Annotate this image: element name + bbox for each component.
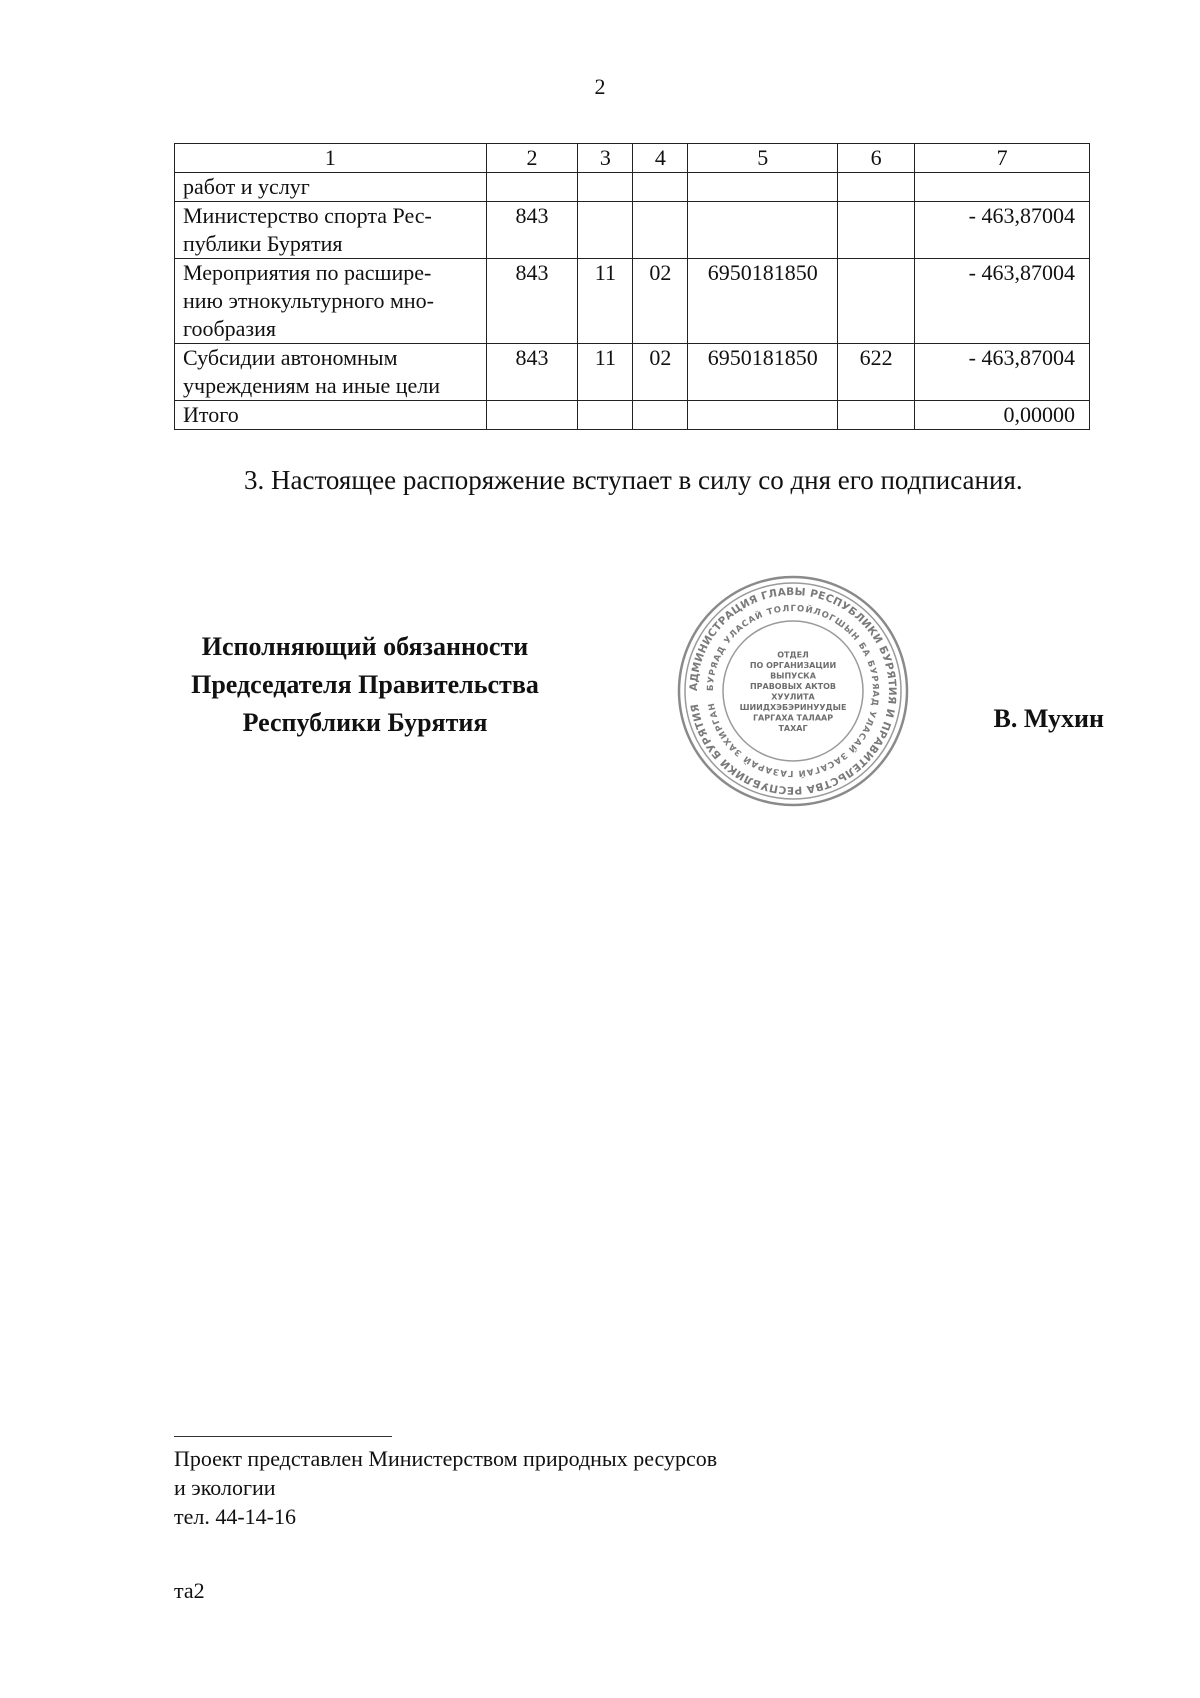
seal-center-line: ТАХАГ	[778, 723, 808, 733]
table-cell-col-4	[633, 173, 688, 202]
footnote-line1: Проект представлен Министерством природных ресурсов	[174, 1446, 718, 1471]
seal-center-line: ПРАВОВЫХ АКТОВ	[749, 681, 837, 691]
table-row	[175, 202, 1090, 259]
signature-position-line3: Республики Бурятия	[242, 708, 488, 737]
table-cell-col-1: Мероприятия по расшире- нию этнокультурного мно- гообразия	[175, 259, 487, 344]
table-row	[175, 259, 1090, 344]
budget-table	[174, 143, 1090, 430]
table-cell-col-5	[688, 401, 838, 430]
table-cell-col-6	[838, 202, 915, 259]
seal-center-line: ШИИДХЭБЭРИНУУДЫЕ	[739, 702, 847, 712]
column-header-2: 2	[486, 144, 578, 173]
signer-name: В. Мухин	[993, 704, 1104, 733]
table-cell-col-5	[688, 202, 838, 259]
table-cell-col-6	[838, 259, 915, 344]
table-body	[175, 173, 1090, 430]
table-cell-col-7: 0,00000	[915, 401, 1090, 430]
table-cell-col-6	[838, 173, 915, 202]
seal-center-line: ОТДЕЛ	[777, 650, 809, 660]
table-cell-col-3	[578, 401, 633, 430]
table-cell-col-2: 843	[486, 202, 578, 259]
column-header-6: 6	[838, 144, 915, 173]
table-cell-col-2	[486, 401, 578, 430]
table-row	[175, 401, 1090, 430]
table-cell-col-1: работ и услуг	[175, 173, 487, 202]
signature-position-line1: Исполняющий обязанности	[201, 632, 529, 661]
table-cell-col-1: Министерство спорта Рес- публики Бурятия	[175, 202, 487, 259]
column-header-4: 4	[633, 144, 688, 173]
table-cell-col-2	[486, 173, 578, 202]
table-cell-col-2: 843	[486, 259, 578, 344]
table-cell-col-7	[915, 173, 1090, 202]
svg-text:АДМИНИСТРАЦИЯ ГЛАВЫ РЕСПУБЛИКИ	[688, 586, 898, 796]
table-cell-col-4: 02	[633, 259, 688, 344]
seal-center-line: ХУУЛИТА	[771, 692, 815, 702]
table-cell-col-5: 6950181850	[688, 344, 838, 401]
footnote-line3: тел. 44-14-16	[174, 1504, 297, 1529]
seal-center-line: ПО ОРГАНИЗАЦИИ	[749, 660, 837, 670]
table-cell-col-2: 843	[486, 344, 578, 401]
clause-3: 3. Настоящее распоряжение вступает в силу со дня его подписания.	[244, 465, 1023, 495]
seal-center-text	[740, 650, 847, 733]
column-header-5: 5	[688, 144, 838, 173]
signature-block	[150, 628, 580, 742]
table-cell-col-1: Итого	[175, 401, 487, 430]
page-number: 2	[594, 74, 606, 99]
footnote-divider	[174, 1436, 392, 1437]
table-cell-col-1: Субсидии автономным учреждениям на иные цели	[175, 344, 487, 401]
official-seal	[676, 574, 910, 808]
table-cell-col-5: 6950181850	[688, 259, 838, 344]
table-cell-col-3	[578, 202, 633, 259]
seal-center-line: ВЫПУСКА	[770, 671, 816, 681]
table-cell-col-3: 11	[578, 259, 633, 344]
seal-center-line: ГАРГАХА ТАЛААР	[752, 713, 834, 723]
table-cell-col-7: - 463,87004	[915, 202, 1090, 259]
table-cell-col-6: 622	[838, 344, 915, 401]
table-cell-col-4	[633, 202, 688, 259]
footnote	[174, 1444, 717, 1531]
table-row	[175, 173, 1090, 202]
table-cell-col-7: - 463,87004	[915, 259, 1090, 344]
table-cell-col-3: 11	[578, 344, 633, 401]
table-cell-col-7: - 463,87004	[915, 344, 1090, 401]
footnote-line2: и экологии	[174, 1475, 276, 1500]
column-header-7: 7	[915, 144, 1090, 173]
table-cell-col-3	[578, 173, 633, 202]
table-cell-col-4	[633, 401, 688, 430]
table-row	[175, 344, 1090, 401]
table-header	[175, 144, 1090, 173]
column-header-1: 1	[175, 144, 487, 173]
seal-outer-text: АДМИНИСТРАЦИЯ ГЛАВЫ РЕСПУБЛИКИ БУРЯТИЯ И ПРАВИТЕЛЬСТВА РЕСПУБЛИКИ БУРЯТИЯ	[687, 585, 899, 797]
document-code: та2	[174, 1578, 205, 1603]
table-cell-col-5	[688, 173, 838, 202]
table-header-row	[175, 144, 1090, 173]
table-cell-col-6	[838, 401, 915, 430]
signature-position-line2: Председателя Правительства	[191, 670, 539, 699]
column-header-3: 3	[578, 144, 633, 173]
seal-inner-text: БУРЯАД УЛАСАЙ ТОЛГОЙЛОГШЫН БА БУРЯАД УЛАСАЙ ЗАСАГАЙ ГАЗАРАЙ ЗАХИРГАН	[705, 603, 881, 779]
table-cell-col-4: 02	[633, 344, 688, 401]
